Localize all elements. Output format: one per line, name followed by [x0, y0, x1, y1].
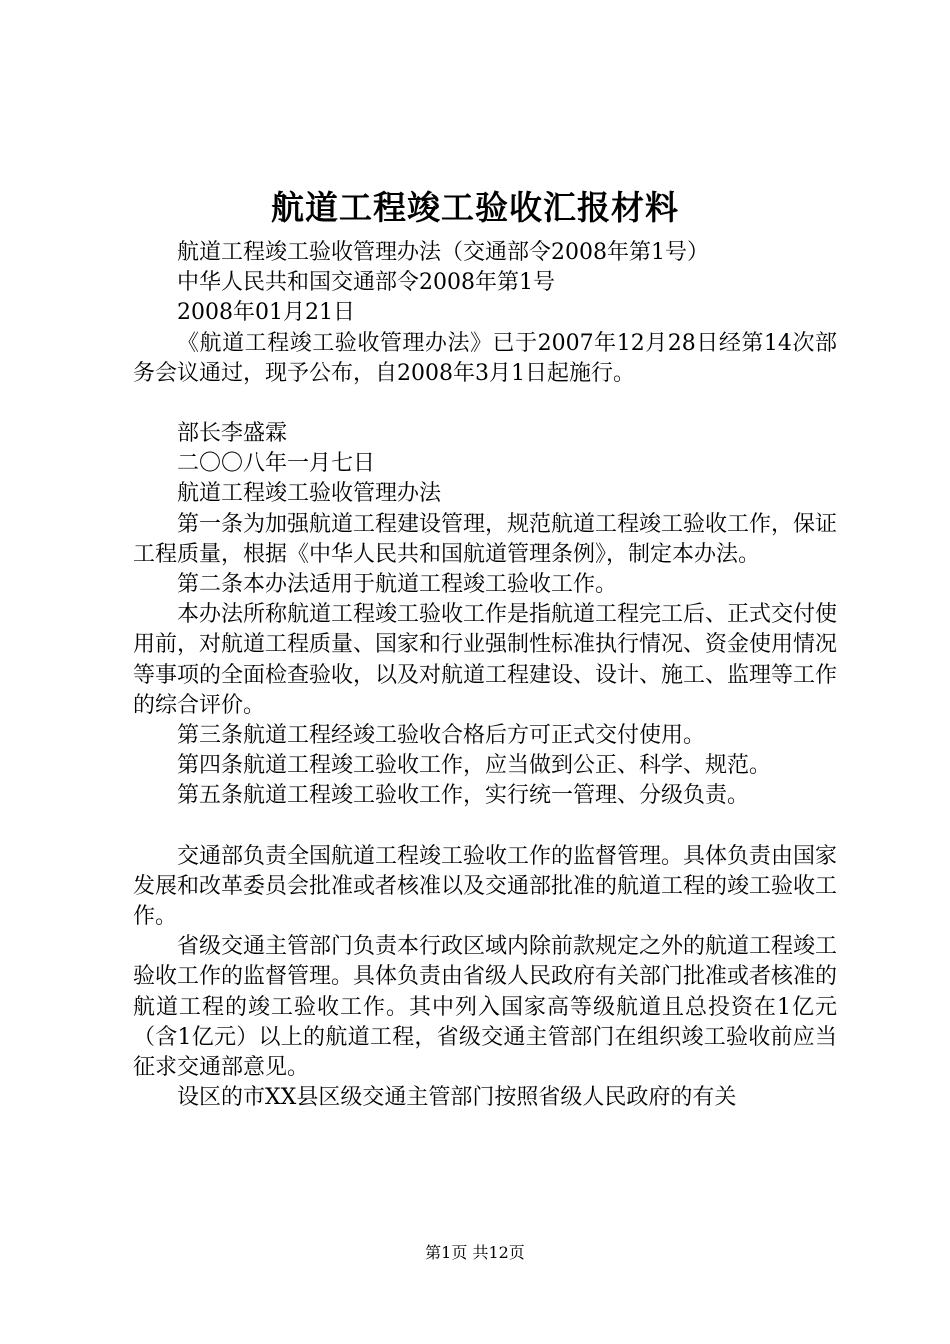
document-body — [133, 238, 837, 1113]
paragraph-province-duty: 省级交通主管部门负责本行政区域内除前款规定之外的航道工程竣工验收工作的监督管理。具体负责由省级人民政府有关部门批准或者核准的航道工程的竣工验收工作。其中列入国家高等级航道且总投资在1亿元（含1亿元）以上的航道工程，省级交通主管部门在组织竣工验收前应当征求交通部意见。 — [133, 934, 838, 1081]
paragraph-article-1: 第一条为加强航道工程建设管理，规范航道工程竣工验收工作，保证工程质量，根据《中华人民共和国航道管理条例》，制定本办法。 — [133, 511, 838, 567]
paragraph-regulation-heading: 航道工程竣工验收管理办法 — [177, 481, 442, 507]
paragraph-city-duty: 设区的市XX县区级交通主管部门按照省级人民政府的有关 — [177, 1085, 737, 1111]
paragraph-minister: 部长李盛霖 — [177, 421, 288, 447]
paragraph-regulation-name: 航道工程竣工验收管理办法（交通部令2008年第1号） — [177, 240, 709, 265]
paragraph-announcement: 《航道工程竣工验收管理办法》已于2007年12月28日经第14次部务会议通过，现予公布，自2008年3月1日起施行。 — [133, 330, 837, 386]
paragraph-date: 2008年01月21日 — [177, 300, 355, 326]
paragraph-sign-date: 二〇〇八年一月七日 — [177, 451, 376, 477]
paragraph-article-2: 第二条本办法适用于航道工程竣工验收工作。 — [177, 572, 618, 598]
paragraph-order-number: 中华人民共和国交通部令2008年第1号 — [177, 270, 555, 296]
page-number-footer: 第1页 共12页 — [425, 1243, 525, 1262]
paragraph-article-4: 第四条航道工程竣工验收工作，应当做到公正、科学、规范。 — [177, 753, 772, 779]
document-title: 航道工程竣工验收汇报材料 — [271, 188, 679, 227]
paragraph-ministry-duty: 交通部负责全国航道工程竣工验收工作的监督管理。具体负责由国家发展和改革委员会批准或者核准以及交通部批准的航道工程的竣工验收工作。 — [133, 843, 838, 930]
paragraph-article-2-definition: 本办法所称航道工程竣工验收工作是指航道工程完工后、正式交付使用前，对航道工程质量、国家和行业强制性标准执行情况、资金使用情况等事项的全面检查验收，以及对航道工程建设、设计、施工、监理等工作的综合评价。 — [133, 602, 838, 718]
paragraph-article-3: 第三条航道工程经竣工验收合格后方可正式交付使用。 — [177, 723, 706, 749]
paragraph-article-5: 第五条航道工程竣工验收工作，实行统一管理、分级负责。 — [177, 783, 750, 809]
